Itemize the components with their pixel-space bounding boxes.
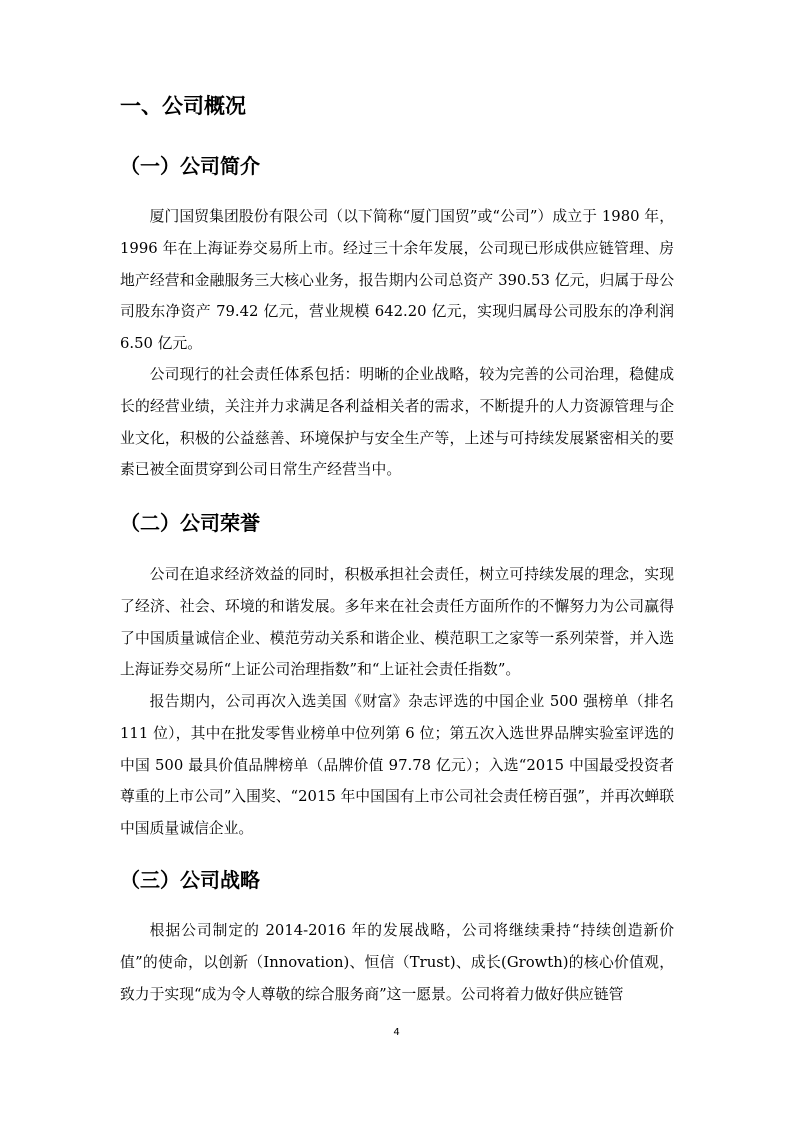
paragraph-honors-overview: 公司在追求经济效益的同时，积极承担社会责任，树立可持续发展的理念，实现了经济、社会、环境的和谐发展。多年来在社会责任方面所作的不懈努力为公司赢得了中国质量诚信企业、模范劳动关系和谐企业、模范职工之家等一系列荣誉，并入选上海证券交易所“上证公司治理指数”和“上证社会责任指数”。 [120, 566, 674, 679]
subsection-title-company-honors: （二）公司荣誉 [120, 511, 260, 535]
subsection-title-company-strategy: （三）公司战略 [120, 868, 260, 892]
paragraph-honors-report-period: 报告期内，公司再次入选美国《财富》杂志评选的中国企业 500 强榜单（排名 111 位），其中在批发零售业榜单中位列第 6 位；第五次入选世界品牌实验室评选的中国 500 最具价值品牌榜单（品牌价值 97.78 亿元）；入选“2015 中国最受投资者尊重的上市公司”入围奖、“2015 年中国国有上市公司社会责任榜百强”，并再次蝉联中国质量诚信企业。 [120, 693, 674, 838]
page-number: 4 [393, 1027, 400, 1038]
paragraph-social-responsibility-system: 公司现行的社会责任体系包括：明晰的企业战略，较为完善的公司治理，稳健成长的经营业绩，关注并力求满足各利益相关者的需求，不断提升的人力资源管理与企业文化，积极的公益慈善、环境保护与安全生产等，上述与可持续发展紧密相关的要素已被全面贯穿到公司日常生产经营当中。 [120, 366, 674, 479]
paragraph-company-intro: 厦门国贸集团股份有限公司（以下简称“厦门国贸”或“公司”）成立于 1980 年，1996 年在上海证券交易所上市。经过三十余年发展，公司现已形成供应链管理、房地产经营和金融服务三大核心业务，报告期内公司总资产 390.53 亿元，归属于母公司股东净资产 79.42 亿元，营业规模 642.20 亿元，实现归属母公司股东的净利润 6.50 亿元。 [120, 208, 674, 353]
section-title: 一、公司概况 [120, 94, 246, 118]
subsection-title-company-profile: （一）公司简介 [120, 154, 260, 178]
paragraph-strategy: 根据公司制定的 2014-2016 年的发展战略，公司将继续秉持“持续创造新价值”的使命，以创新（Innovation)、恒信（Trust)、成长(Growth)的核心价值观，致力于实现“成为令人尊敬的综合服务商”这一愿景。公司将着力做好供应链管 [120, 922, 674, 1003]
